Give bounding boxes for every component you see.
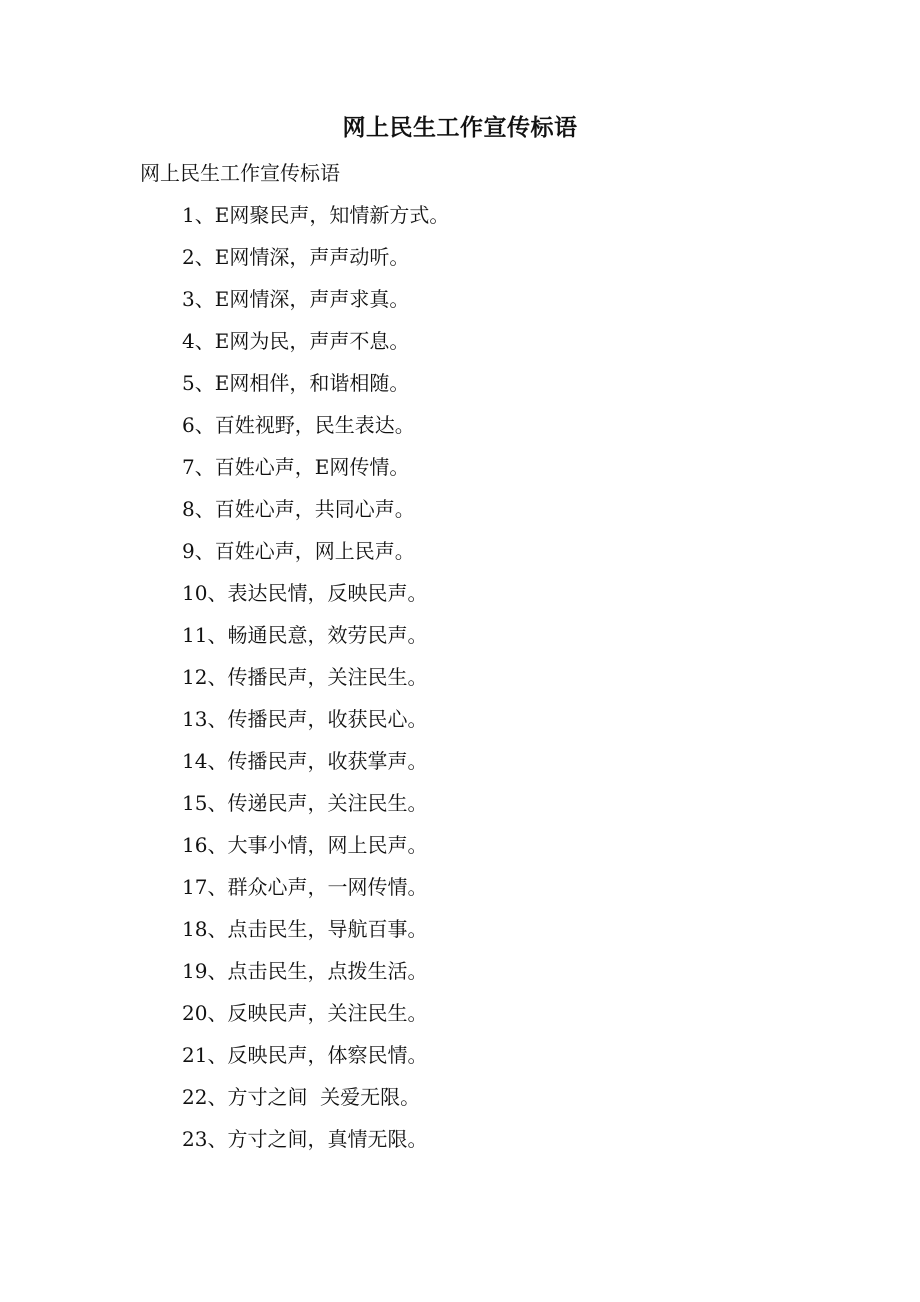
list-item: 16、大事小情，网上民声。 — [182, 833, 428, 857]
list-item: 5、E网相伴，和谐相随。 — [182, 371, 410, 395]
list-item: 23、方寸之间，真情无限。 — [182, 1127, 428, 1151]
list-item: 21、反映民声，体察民情。 — [182, 1043, 428, 1067]
list-item: 7、百姓心声，E网传情。 — [182, 455, 410, 479]
list-item: 9、百姓心声，网上民声。 — [182, 539, 415, 563]
list-item: 1、E网聚民声，知情新方式。 — [182, 203, 450, 227]
list-item: 11、畅通民意，效劳民声。 — [182, 623, 428, 647]
document-title: 网上民生工作宣传标语 — [342, 114, 578, 141]
list-item: 2、E网情深，声声动听。 — [182, 245, 410, 269]
list-item: 6、百姓视野，民生表达。 — [182, 413, 415, 437]
list-item: 17、群众心声，一网传情。 — [182, 875, 428, 899]
list-item: 14、传播民声，收获掌声。 — [182, 749, 428, 773]
list-item: 18、点击民生，导航百事。 — [182, 917, 428, 941]
list-item: 13、传播民声，收获民心。 — [182, 707, 428, 731]
list-item: 10、表达民情，反映民声。 — [182, 581, 428, 605]
slogan-list — [182, 201, 449, 1167]
list-item: 12、传播民声，关注民生。 — [182, 665, 428, 689]
list-item: 22、方寸之间 关爱无限。 — [182, 1085, 421, 1109]
list-item: 4、E网为民，声声不息。 — [182, 329, 410, 353]
list-item: 19、点击民生，点拨生活。 — [182, 959, 428, 983]
list-item: 15、传递民声，关注民生。 — [182, 791, 428, 815]
list-item: 3、E网情深，声声求真。 — [182, 287, 410, 311]
document-subtitle: 网上民生工作宣传标语 — [140, 161, 340, 185]
list-item: 20、反映民声，关注民生。 — [182, 1001, 428, 1025]
list-item: 8、百姓心声，共同心声。 — [182, 497, 415, 521]
